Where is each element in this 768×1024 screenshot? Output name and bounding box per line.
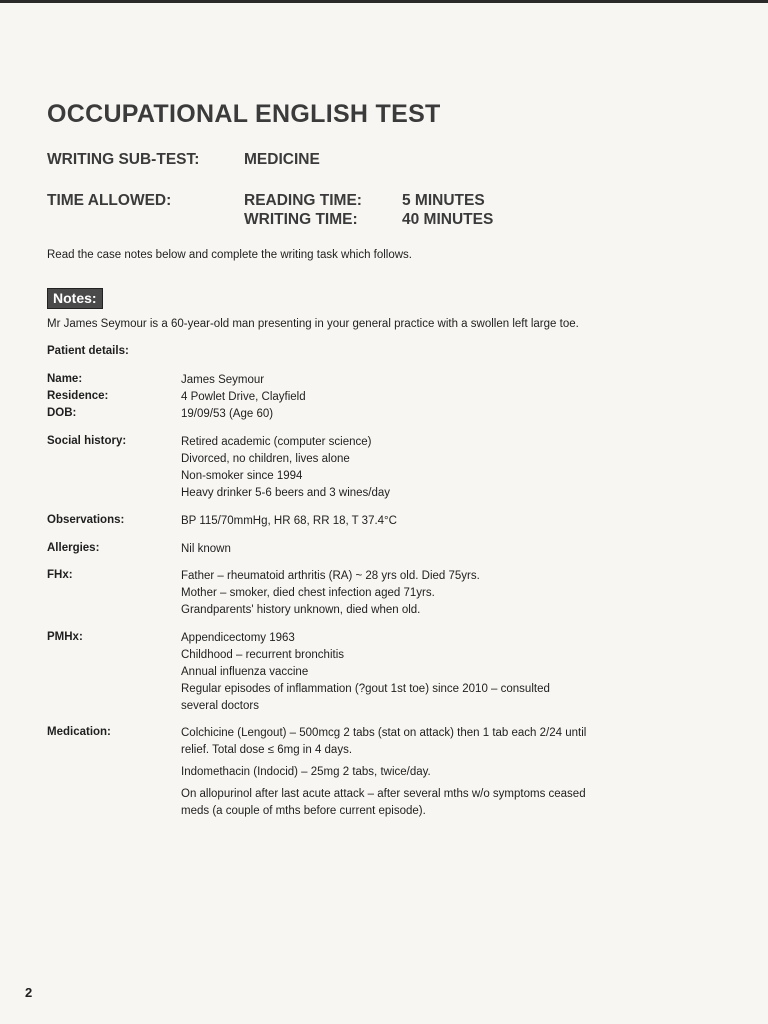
allergies-line: Nil known xyxy=(181,543,231,555)
writing-time-value: 40 MINUTES xyxy=(402,211,494,228)
dob-label: DOB: xyxy=(47,407,77,419)
medication-value xyxy=(181,725,651,820)
name-line: James Seymour xyxy=(181,374,265,386)
subtest-row xyxy=(47,151,320,169)
fhx-label: FHx: xyxy=(47,569,73,581)
document-title: OCCUPATIONAL ENGLISH TEST xyxy=(47,100,441,128)
allergies-label: Allergies: xyxy=(47,542,100,554)
fhx-line: Father – rheumatoid arthritis (RA) ~ 28 yrs old. Died 75yrs. xyxy=(181,570,480,582)
medication-line: Indomethacin (Indocid) – 25mg 2 tabs, twice/day. xyxy=(181,766,431,778)
time-allowed-label: TIME ALLOWED: xyxy=(47,192,172,209)
case-summary: Mr James Seymour is a 60-year-old man presenting in your general practice with a swollen left large toe. xyxy=(47,318,579,330)
medication-line: relief. Total dose ≤ 6mg in 4 days. xyxy=(181,744,353,756)
reading-time-row xyxy=(47,192,485,210)
pmhx-line: Annual influenza vaccine xyxy=(181,666,309,678)
medication-line: meds (a couple of mths before current episode). xyxy=(181,805,426,817)
social-history-line: Heavy drinker 5-6 beers and 3 wines/day xyxy=(181,487,391,499)
pmhx-line: Regular episodes of inflammation (?gout 1st toe) since 2010 – consulted xyxy=(181,683,550,695)
residence-value xyxy=(181,389,651,406)
pmhx-line: Childhood – recurrent bronchitis xyxy=(181,649,345,661)
name-label: Name: xyxy=(47,373,83,385)
notes-badge: Notes: xyxy=(47,288,103,309)
residence-line: 4 Powlet Drive, Clayfield xyxy=(181,391,306,403)
fhx-line: Mother – smoker, died chest infection aged 71yrs. xyxy=(181,587,435,599)
subtest-value: MEDICINE xyxy=(244,151,320,168)
pmhx-label: PMHx: xyxy=(47,631,83,643)
patient-details-heading: Patient details: xyxy=(47,345,129,357)
page-number: 2 xyxy=(25,985,33,1000)
residence-label: Residence: xyxy=(47,390,109,402)
scan-top-edge xyxy=(0,0,768,3)
fhx-line: Grandparents' history unknown, died when old. xyxy=(181,604,421,616)
allergies-value xyxy=(181,541,651,558)
medication-label: Medication: xyxy=(47,726,111,738)
subtest-label: WRITING SUB-TEST: xyxy=(47,151,200,168)
name-value xyxy=(181,372,651,389)
observations-label: Observations: xyxy=(47,514,125,526)
instructions-text: Read the case notes below and complete the writing task which follows. xyxy=(47,249,413,261)
social-history-value xyxy=(181,434,651,502)
pmhx-value xyxy=(181,630,651,715)
social-history-line: Non-smoker since 1994 xyxy=(181,470,303,482)
reading-time-label: READING TIME: xyxy=(244,192,362,209)
social-history-label: Social history: xyxy=(47,435,127,447)
reading-time-value: 5 MINUTES xyxy=(402,192,485,209)
social-history-line: Retired academic (computer science) xyxy=(181,436,372,448)
medication-line: Colchicine (Lengout) – 500mcg 2 tabs (stat on attack) then 1 tab each 2/24 until xyxy=(181,727,587,739)
social-history-line: Divorced, no children, lives alone xyxy=(181,453,350,465)
dob-value xyxy=(181,406,651,423)
pmhx-line: Appendicectomy 1963 xyxy=(181,632,295,644)
writing-time-label: WRITING TIME: xyxy=(244,211,358,228)
dob-line: 19/09/53 (Age 60) xyxy=(181,408,274,420)
medication-line: On allopurinol after last acute attack – after several mths w/o symptoms ceased xyxy=(181,788,586,800)
pmhx-line: several doctors xyxy=(181,700,259,712)
fhx-value xyxy=(181,568,651,619)
observations-value xyxy=(181,513,651,530)
observations-line: BP 115/70mmHg, HR 68, RR 18, T 37.4°C xyxy=(181,515,397,527)
